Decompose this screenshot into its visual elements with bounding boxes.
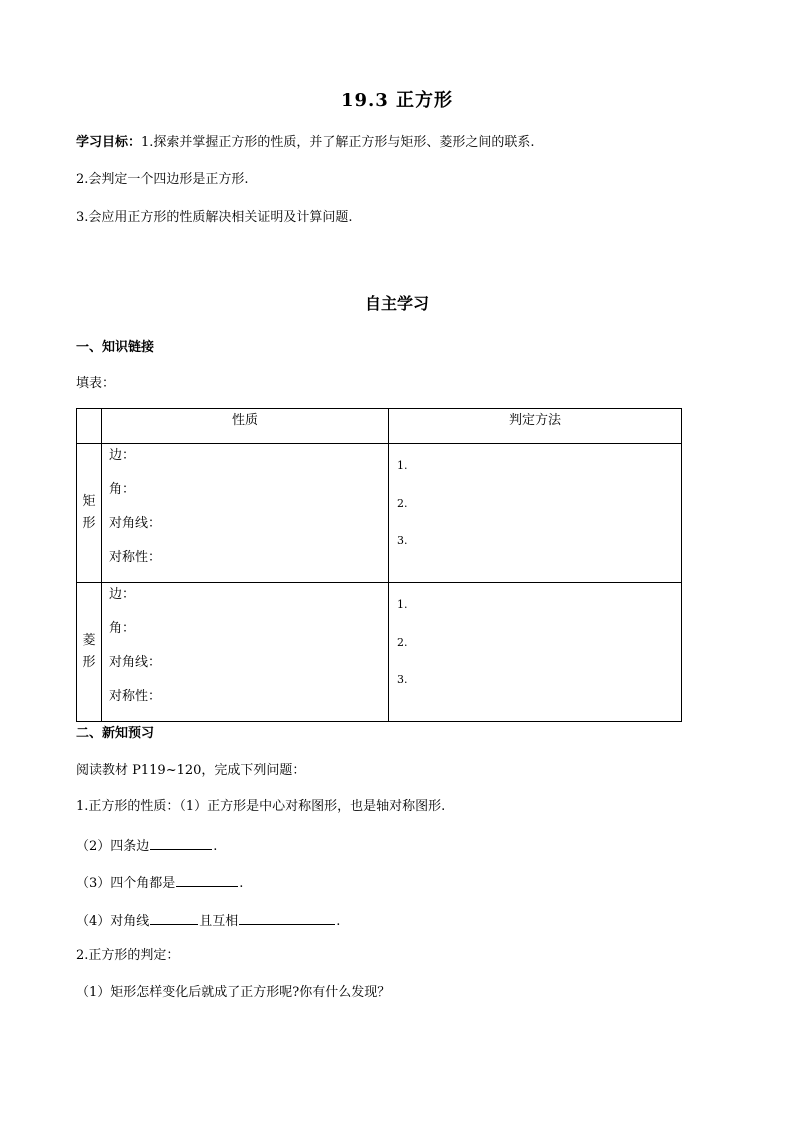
- section-title: 自主学习: [364, 294, 429, 313]
- question-1: 1.正方形的性质：（1）正方形是中心对称图形，也是轴对称图形.: [76, 799, 446, 814]
- prop-angle: 角：: [109, 482, 136, 497]
- method-1: 1.: [397, 598, 408, 611]
- header-property: 性质: [102, 409, 389, 444]
- row-label-rectangle: 矩 形: [77, 444, 102, 583]
- method-3: 3.: [397, 534, 408, 547]
- part1-heading: 一、知识链接: [76, 340, 155, 355]
- objective-item-3: 3.会应用正方形的性质解决相关证明及计算问题.: [76, 210, 353, 225]
- prop-diagonal: 对角线：: [109, 516, 162, 531]
- question-1-4: （4）对角线 且互相 .: [76, 911, 340, 930]
- properties-table: [76, 408, 682, 722]
- answer-blank[interactable]: [150, 836, 212, 850]
- header-corner-cell: [77, 409, 102, 444]
- answer-blank[interactable]: [176, 873, 238, 887]
- header-method: 判定方法: [389, 409, 682, 444]
- method-2: 2.: [397, 635, 408, 649]
- prop-symmetry: 对称性：: [109, 550, 162, 565]
- part2-intro: 阅读教材 P119~120，完成下列问题：: [76, 763, 306, 778]
- rectangle-methods-cell[interactable]: [389, 444, 682, 583]
- prop-symmetry: 对称性：: [109, 689, 162, 704]
- question-1-3: （3）四个角都是 .: [76, 873, 243, 892]
- prop-side: 边：: [109, 448, 136, 463]
- table-header-row: [77, 409, 682, 444]
- table-row-rectangle: [77, 444, 682, 583]
- objective-item-2: 2.会判定一个四边形是正方形.: [76, 172, 249, 187]
- rectangle-properties-cell[interactable]: [102, 444, 389, 583]
- question-1-2: （2）四条边 .: [76, 836, 217, 855]
- part2-heading: 二、新知预习: [76, 726, 155, 741]
- method-2: 2.: [397, 496, 408, 510]
- row-label-rhombus: 菱 形: [77, 583, 102, 722]
- answer-blank[interactable]: [239, 911, 335, 925]
- answer-blank[interactable]: [150, 911, 198, 925]
- question-2: 2.正方形的判定：: [76, 948, 180, 963]
- page-title: 19.3 正方形: [340, 90, 454, 111]
- prop-diagonal: 对角线：: [109, 655, 162, 670]
- rhombus-methods-cell[interactable]: [389, 583, 682, 722]
- rhombus-properties-cell[interactable]: [102, 583, 389, 722]
- prop-angle: 角：: [109, 621, 136, 636]
- method-3: 3.: [397, 673, 408, 686]
- objectives-label: 学习目标：: [76, 135, 142, 150]
- question-2-1: （1）矩形怎样变化后就成了正方形呢?你有什么发现？: [76, 985, 391, 1000]
- method-1: 1.: [397, 459, 408, 472]
- objective-item-1: 1.探索并掌握正方形的性质，并了解正方形与矩形、菱形之间的联系.: [141, 135, 535, 150]
- prop-side: 边：: [109, 587, 136, 602]
- fill-table-label: 填表：: [76, 376, 116, 391]
- objective-line-1: [76, 135, 535, 151]
- table-row-rhombus: [77, 583, 682, 722]
